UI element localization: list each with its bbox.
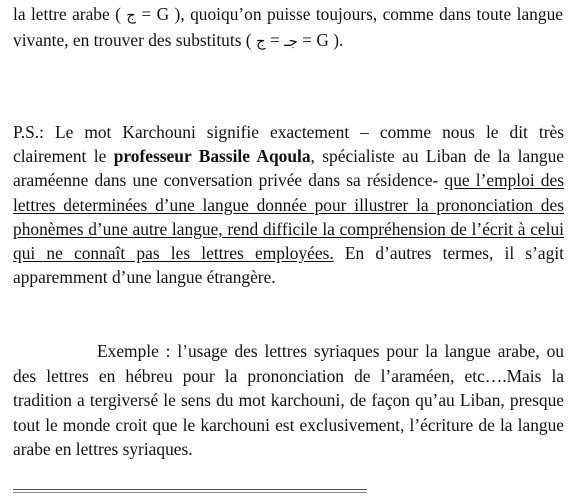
ps-intro: P.S.: Le mot Karchouni signifie exactement – comme nous le dit très clairement le bbox=[13, 122, 564, 167]
example-text: Exemple : l’usage des lettres syriaques pour la langue arabe, ou des lettres en hébreu pour la prononciation de l’araméen, etc….Mais la tradition a tergiversé le sens du mot karchouni, de façon qu’au Liban, presque tout le monde croit que le karchouni est exclusivement, l’écriture de la langue arabe en lettres syriaques. bbox=[13, 341, 564, 459]
professor-name: professeur Bassile Aqoula bbox=[113, 146, 311, 167]
top-line1-start: la lettre arabe ( bbox=[13, 4, 127, 24]
ps-paragraph bbox=[13, 120, 564, 289]
top-line2-start: langue vivante, en trouver des substituts ( bbox=[13, 4, 563, 50]
arabic-jim-glyph-2: ج bbox=[255, 32, 266, 50]
top-line2-end: = G ). bbox=[297, 30, 344, 50]
footnote-separator-lower bbox=[13, 492, 367, 493]
ps-underlined-definition: que l’emploi des lettres determinées d’une langue donnée pour illustrer la prononciation des phonèmes d’une autre langue, rend difficile la compréhension de l’écrit à celui qui ne connaît pas les lettres employées. bbox=[13, 170, 564, 264]
top-line2-equals: = bbox=[265, 30, 285, 50]
top-paragraph bbox=[13, 2, 563, 54]
ps-after-professor: , spécialiste au Liban de la langue araméenne dans une conversation privée dans sa résidence- bbox=[13, 146, 564, 191]
arabic-jim-glyph: ج bbox=[126, 6, 136, 24]
example-paragraph bbox=[13, 339, 564, 462]
top-line1-end: = G ), quoiqu’on puisse toujours, comme dans toute bbox=[135, 4, 512, 24]
arabic-ligature-glyph: جـ bbox=[284, 32, 298, 50]
footnote-separator bbox=[13, 489, 367, 490]
ps-conclusion: En d’autres termes, il s’agit apparemment d’une langue étrangère. bbox=[13, 243, 564, 288]
